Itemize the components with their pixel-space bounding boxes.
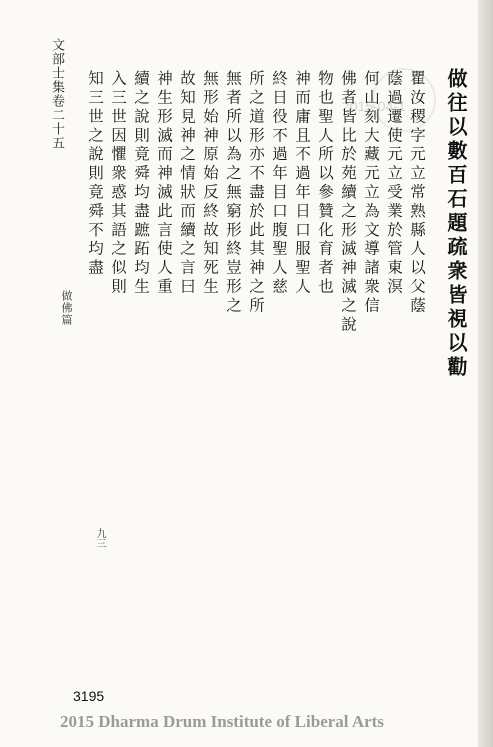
text-column: 故知見神之情狀而續之言曰 <box>178 70 196 297</box>
document-title: 做往以數百石題疏衆皆視以勸 <box>444 68 468 380</box>
text-column: 無者所以為之無窮形終豈形之 <box>224 70 242 316</box>
text-column: 神而庸且不過年日口服聖人 <box>293 70 311 297</box>
text-column: 知三世之說則竟舜不均盡 <box>86 70 104 278</box>
text-column: 無形始神原始反終故知死生 <box>201 70 219 297</box>
body-text <box>72 70 427 630</box>
text-column: 物也聖人所以參贊化育者也 <box>316 70 334 297</box>
text-column: 入三世因懼衆惑其語之似則 <box>109 70 127 297</box>
text-column: 所之道形亦不盡於此其神之所 <box>247 70 265 316</box>
author-label: 做佛篇 <box>60 290 73 326</box>
running-head: 文部士集卷二十五 <box>49 38 64 150</box>
faint-date-stamp: 2015-04-1 <box>342 98 406 114</box>
page-edge-shadow <box>478 0 493 747</box>
watermark-text: 2015 Dharma Drum Institute of Liberal Arts <box>60 712 384 731</box>
page-number: 3195 <box>73 688 105 704</box>
text-column: 終日役不過年目口腹聖人慈 <box>270 70 288 297</box>
text-column: 神生形滅而神滅此言使人重 <box>155 70 173 297</box>
text-column: 何山刻大藏元立為文導諸衆信 <box>362 70 380 316</box>
text-column: 續之說則竟舜均盡蹠跖均生 <box>132 70 150 297</box>
page-marker: 九三 <box>94 528 105 548</box>
text-column: 瞿汝稷字元立常熟縣人以父蔭 <box>408 70 426 316</box>
text-column: 佛者皆比於苑續之形滅神滅之說 <box>339 70 357 335</box>
text-column: 蔭過遷使元立受業於管東溟 <box>385 70 403 297</box>
